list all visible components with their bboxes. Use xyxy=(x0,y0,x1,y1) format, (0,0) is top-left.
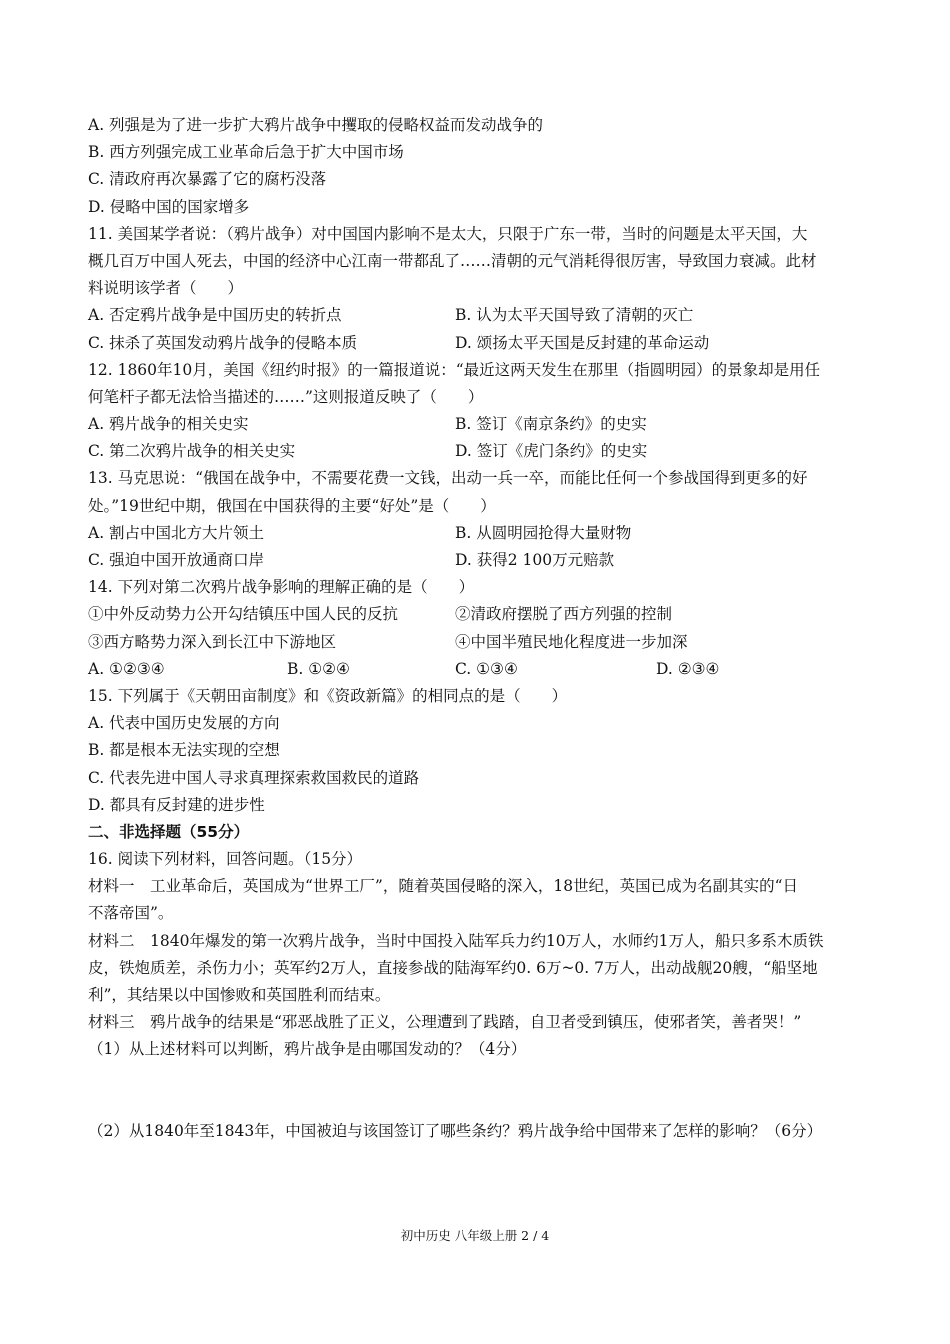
q16-stem: 16. 阅读下列材料，回答问题。（15分） xyxy=(88,850,363,869)
q14-item-2: ②清政府摆脱了西方列强的控制 xyxy=(455,605,673,624)
q11-stem-line-1: 11. 美国某学者说：（鸦片战争）对中国国内影响不是太大，只限于广东一带，当时的问题是太平天国，大 xyxy=(88,224,808,243)
q11-options-row-1 xyxy=(88,302,868,329)
q11-stem-line-2: 概几百万中国人死去，中国的经济中心江南一带都乱了……清朝的元气消耗得很厉害，导致国力衰减。此材 xyxy=(88,251,817,270)
q11-option-b: B. 认为太平天国导致了清朝的灭亡 xyxy=(455,306,694,325)
page-content xyxy=(88,112,868,1145)
q16-material-line-3: 材料二 1840年爆发的第一次鸦片战争，当时中国投入陆军兵力约10万人，水师约1万人，船只多系木质铁 xyxy=(88,931,824,950)
section-2-title: 二、非选择题（55分） xyxy=(88,822,250,841)
q15-option-a: A. 代表中国历史发展的方向 xyxy=(88,714,280,733)
q12-stem-line-1: 12. 1860年10月，美国《纽约时报》的一篇报道说：“最近这两天发生在那里（指圆明园）的景象却是用任 xyxy=(88,360,821,379)
q12-stem-line-2: 何笔杆子都无法恰当描述的……”这则报道反映了（ ） xyxy=(88,387,484,406)
q15-option-d: D. 都具有反封建的进步性 xyxy=(88,795,265,814)
q14-item-3: ③西方略势力深入到长江中下游地区 xyxy=(88,632,337,651)
q12-options-row-1 xyxy=(88,411,868,438)
q11-stem-line-3: 料说明该学者（ ） xyxy=(88,279,244,298)
q16-subquestion-1: （1）从上述材料可以判断，鸦片战争是由哪国发动的？（4分） xyxy=(88,1040,527,1059)
answer-space xyxy=(88,1064,868,1118)
q14-item-4: ④中国半殖民地化程度进一步加深 xyxy=(455,632,688,651)
q14-option-c: C. ①③④ xyxy=(455,659,518,678)
q16-material-line-6: 材料三 鸦片战争的结果是“邪恶战胜了正义，公理遭到了践踏，自卫者受到镇压，使邪者笑，善者哭！” xyxy=(88,1013,802,1032)
q11-option-c: C. 抹杀了英国发动鸦片战争的侵略本质 xyxy=(88,333,358,352)
q15-option-c: C. 代表先进中国人寻求真理探索救国救民的道路 xyxy=(88,768,420,787)
q15-stem: 15. 下列属于《天朝田亩制度》和《资政新篇》的相同点的是（ ） xyxy=(88,686,568,705)
q12-option-d: D. 签订《虎门条约》的史实 xyxy=(455,442,648,461)
q11-option-a: A. 否定鸦片战争是中国历史的转折点 xyxy=(88,306,342,325)
q14-items-row-2 xyxy=(88,629,868,656)
page-footer: 初中历史 八年级上册 2 / 4 xyxy=(400,1228,550,1243)
q14-options-row xyxy=(88,656,868,683)
q10-option-c: C. 清政府再次暴露了它的腐朽没落 xyxy=(88,170,327,189)
q13-stem-line-2: 处。”19世纪中期，俄国在中国获得的主要“好处”是（ ） xyxy=(88,496,496,515)
q16-material-line-1: 材料一 工业革命后，英国成为“世界工厂”，随着英国侵略的深入，18世纪，英国已成为名副其实的“日 xyxy=(88,877,798,896)
q10-option-a: A. 列强是为了进一步扩大鸦片战争中攫取的侵略权益而发动战争的 xyxy=(88,116,544,134)
q15-option-b: B. 都是根本无法实现的空想 xyxy=(88,741,280,760)
q12-option-c: C. 第二次鸦片战争的相关史实 xyxy=(88,442,296,461)
q11-options-row-2 xyxy=(88,330,868,357)
q14-option-b: B. ①②④ xyxy=(287,659,350,678)
q14-option-a: A. ①②③④ xyxy=(88,659,165,678)
q12-option-a: A. 鸦片战争的相关史实 xyxy=(88,415,249,434)
q14-option-d: D. ②③④ xyxy=(656,659,720,678)
q11-option-d: D. 颂扬太平天国是反封建的革命运动 xyxy=(455,333,710,352)
q13-options-row-1 xyxy=(88,520,868,547)
q14-item-1: ①中外反动势力公开勾结镇压中国人民的反抗 xyxy=(88,605,399,624)
q16-material-line-2: 不落帝国”。 xyxy=(88,904,174,923)
q16-subquestion-2: （2）从1840年至1843年，中国被迫与该国签订了哪些条约？鸦片战争给中国带来了怎样的影响？（6分） xyxy=(88,1121,823,1140)
q13-option-b: B. 从圆明园抢得大量财物 xyxy=(455,523,632,542)
q14-items-row-1 xyxy=(88,601,868,628)
q13-option-a: A. 割占中国北方大片领土 xyxy=(88,523,265,542)
q13-options-row-2 xyxy=(88,547,868,574)
q16-material-line-5: 利”，其结果以中国惨败和英国胜利而结束。 xyxy=(88,986,391,1004)
q13-option-c: C. 强迫中国开放通商口岸 xyxy=(88,551,265,569)
q13-option-d: D. 获得2 100万元赔款 xyxy=(455,551,615,569)
q12-options-row-2 xyxy=(88,438,868,465)
q14-stem: 14. 下列对第二次鸦片战争影响的理解正确的是（ ） xyxy=(88,578,475,597)
q16-material-line-4: 皮，铁炮质差，杀伤力小；英军约2万人，直接参战的陆海军约0. 6万~0. 7万人，出动战舰20艘，“船坚地 xyxy=(88,958,818,977)
q13-stem-line-1: 13. 马克思说：“俄国在战争中，不需要花费一文钱，出动一兵一卒，而能比任何一个参战国得到更多的好 xyxy=(88,469,808,488)
q10-option-b: B. 西方列强完成工业革命后急于扩大中国市场 xyxy=(88,143,404,162)
q12-option-b: B. 签订《南京条约》的史实 xyxy=(455,415,647,434)
q10-option-d: D. 侵略中国的国家增多 xyxy=(88,197,250,216)
